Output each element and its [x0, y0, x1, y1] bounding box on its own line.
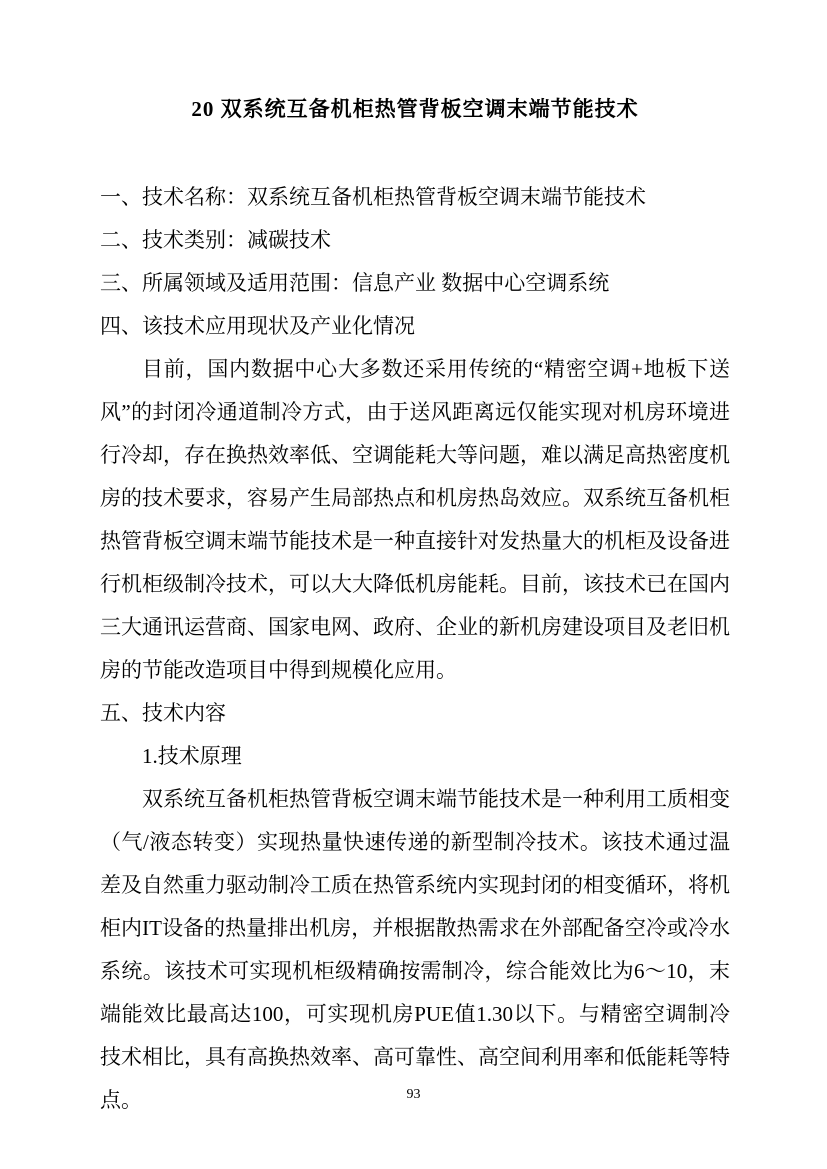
page-content [100, 88, 730, 1122]
section-2-technology-category: 二、技术类别：减碳技术 [100, 228, 331, 252]
subsection-technical-principle: 1.技术原理 [142, 744, 242, 768]
section-5-technology-content: 五、技术内容 [100, 701, 226, 725]
section-4-application-status: 四、该技术应用现状及产业化情况 [100, 314, 415, 338]
paragraph-application-status: 目前，国内数据中心大多数还采用传统的“精密空调+地板下送风”的封闭冷通道制冷方式，由于送风距离远仅能实现对机房环境进行冷却，存在换热效率低、空调能耗大等问题，难以满足高热密度机房的技术要求，容易产生局部热点和机房热岛效应。双系统互备机柜热管背板空调末端节能技术是一种直接针对发热量大的机柜及设备进行机柜级制冷技术，可以大大降低机房能耗。目前，该技术已在国内三大通讯运营商、国家电网、政府、企业的新机房建设项目及老旧机房的节能改造项目中得到规模化应用。 [100, 357, 730, 682]
section-3-field-and-scope: 三、所属领域及适用范围：信息产业 数据中心空调系统 [100, 271, 610, 295]
paragraph-technical-principle: 双系统互备机柜热管背板空调末端节能技术是一种利用工质相变（气/液态转变）实现热量快速传递的新型制冷技术。该技术通过温差及自然重力驱动制冷工质在热管系统内实现封闭的相变循环，将机柜内IT设备的热量排出机房，并根据散热需求在外部配备空冷或冷水系统。该技术可实现机柜级精确按需制冷，综合能效比为6～10，末端能效比最高达100，可实现机房PUE值1.30以下。与精密空调制冷技术相比，具有高换热效率、高可靠性、高空间利用率和低能耗等特点。 [100, 787, 730, 1112]
section-1-technology-name: 一、技术名称：双系统互备机柜热管背板空调末端节能技术 [100, 185, 646, 209]
page-title: 20 双系统互备机柜热管背板空调末端节能技术 [191, 97, 639, 121]
page-number: 93 [406, 1087, 421, 1102]
